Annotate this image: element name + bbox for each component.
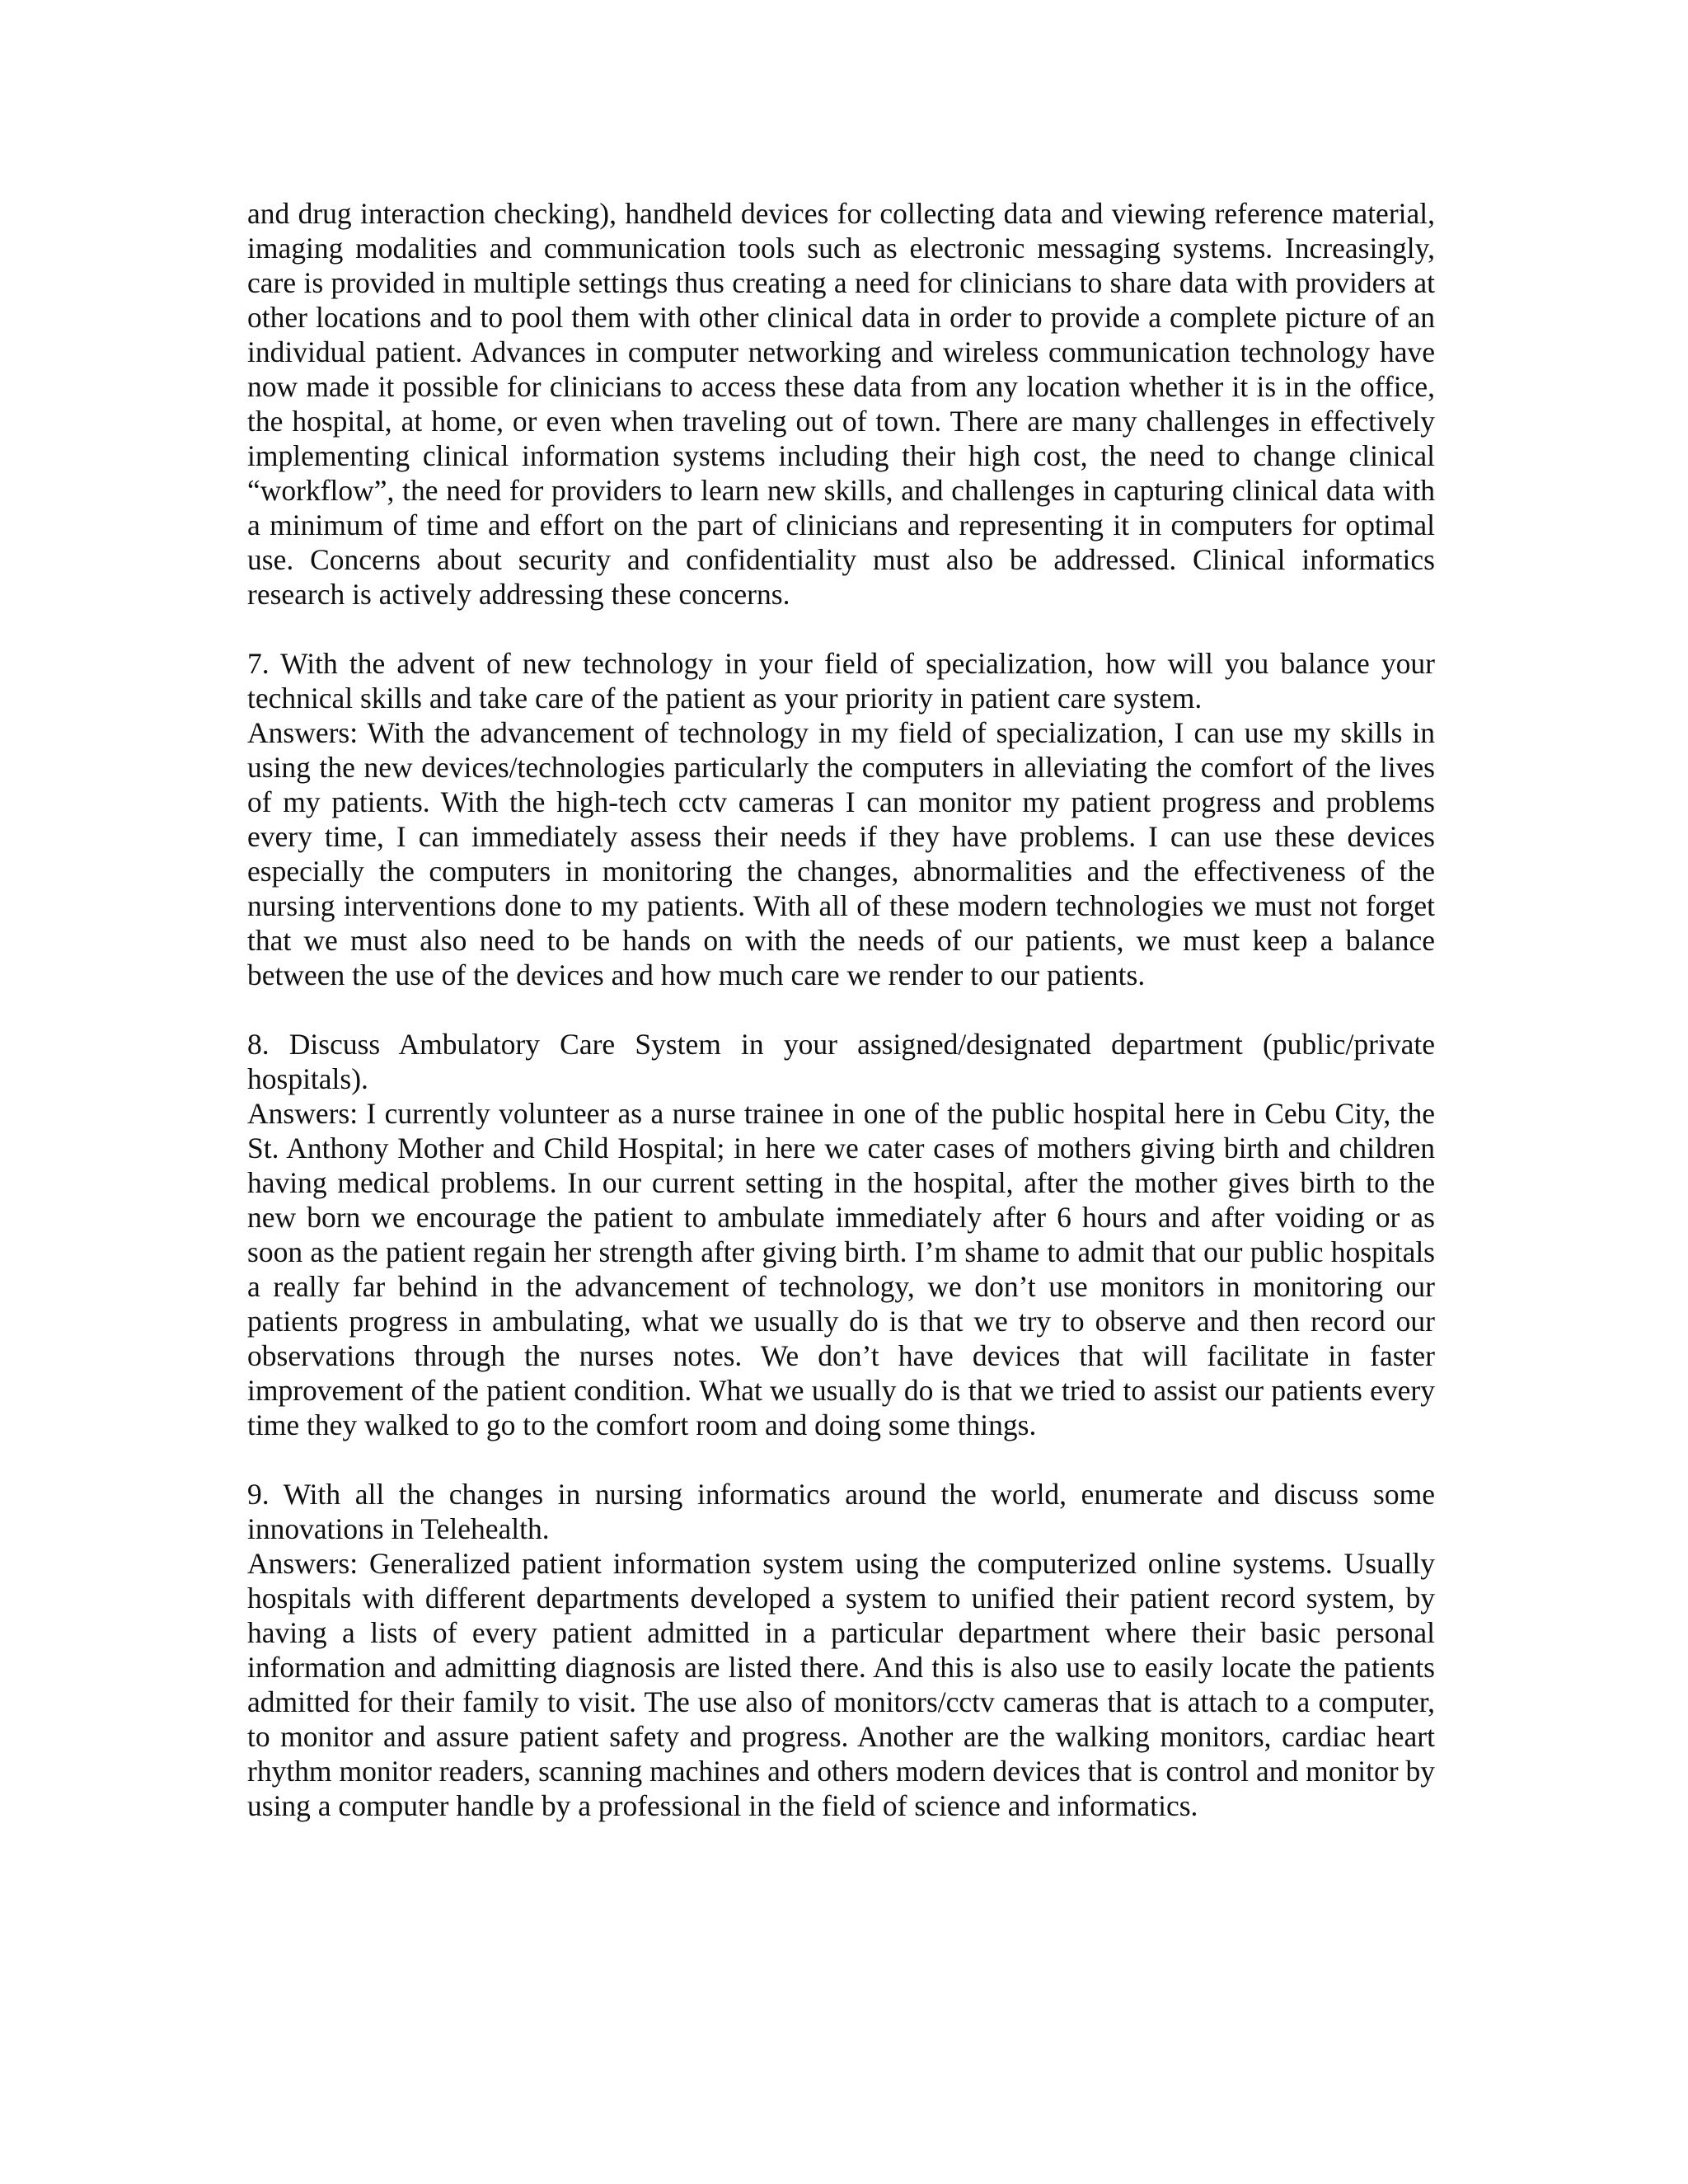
question-block-8 <box>247 1027 1435 1442</box>
answer-7-text: Answers: With the advancement of technology in my field of specialization, I can use my skills in using the new devices/technologies particularly the computers in alleviating the comfort of the lives of my patients. With the high-tech cctv cameras I can monitor my patient progress and problems every time, I can immediately assess their needs if they have problems. I can use these devices especially the computers in monitoring the changes, abnormalities and the effectiveness of the nursing interventions done to my patients. With all of these modern technologies we must not forget that we must also need to be hands on with the needs of our patients, we must keep a balance between the use of the devices and how much care we render to our patients. <box>247 716 1435 991</box>
answer-8-text: Answers: I currently volunteer as a nurse trainee in one of the public hospital here in Cebu City, the St. Anthony Mother and Child Hospital; in here we cater cases of mothers giving birth and children having medical problems. In our current setting in the hospital, after the mother gives birth to the new born we encourage the patient to ambulate immediately after 6 hours and after voiding or as soon as the patient regain her strength after giving birth. I’m shame to admit that our public hospitals a really far behind in the advancement of technology, we don’t use monitors in monitoring our patients progress in ambulating, what we usually do is that we try to observe and then record our observations through the nurses notes. We don’t have devices that will facilitate in faster improvement of the patient condition. What we usually do is that we tried to assist our patients every time they walked to go to the comfort room and doing some things. <box>247 1097 1435 1441</box>
intro-paragraph: and drug interaction checking), handheld devices for collecting data and viewing reference material, imaging modalities and communication tools such as electronic messaging systems. Increasingly, care is provided in multiple settings thus creating a need for clinicians to share data with providers at other locations and to pool them with other clinical data in order to provide a complete picture of an individual patient. Advances in computer networking and wireless communication technology have now made it possible for clinicians to access these data from any location whether it is in the office, the hospital, at home, or even when traveling out of town. There are many challenges in effectively implementing clinical information systems including their high cost, the need to change clinical “workflow”, the need for providers to learn new skills, and challenges in capturing clinical data with a minimum of time and effort on the part of clinicians and representing it in computers for optimal use. Concerns about security and confidentiality must also be addressed. Clinical informatics research is actively addressing these concerns. <box>247 197 1435 611</box>
document-page <box>247 196 1435 1823</box>
question-block-7 <box>247 646 1435 992</box>
paragraph-gap <box>247 612 1435 646</box>
question-9-text: 9. With all the changes in nursing informatics around the world, enumerate and discuss some innovations in Telehealth. <box>247 1478 1435 1545</box>
paragraph-gap <box>247 992 1435 1027</box>
answer-9-text: Answers: Generalized patient information system using the computerized online systems. Usually hospitals with different departments developed a system to unified their patient record system, by having a lists of every patient admitted in a particular department where their basic personal information and admitting diagnosis are listed there. And this is also use to easily locate the patients admitted for their family to visit. The use also of monitors/cctv cameras that is attach to a computer, to monitor and assure patient safety and progress. Another are the walking monitors, cardiac heart rhythm monitor readers, scanning machines and others modern devices that is control and monitor by using a computer handle by a professional in the field of science and informatics. <box>247 1547 1435 1822</box>
question-8-text: 8. Discuss Ambulatory Care System in your assigned/designated department (public/private hospitals). <box>247 1028 1435 1095</box>
question-7-text: 7. With the advent of new technology in your field of specialization, how will you balance your technical skills and take care of the patient as your priority in patient care system. <box>247 647 1435 715</box>
question-block-9 <box>247 1477 1435 1823</box>
paragraph-gap <box>247 1442 1435 1477</box>
